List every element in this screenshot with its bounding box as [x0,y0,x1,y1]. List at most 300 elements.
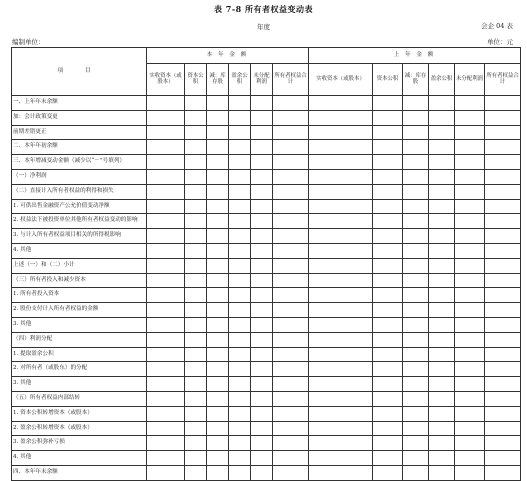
prior-year-cell [429,362,455,377]
prior-year-cell [455,140,485,155]
prior-year-cell [429,436,455,451]
current-year-cell [207,288,229,303]
prior-year-cell [373,258,403,273]
table-row [12,96,521,111]
prior-year-cell [373,140,403,155]
prior-year-cell [429,169,455,184]
table-row [12,184,521,199]
prior-year-cell [403,140,429,155]
prior-year-cell [429,199,455,214]
current-year-cell [147,214,185,229]
current-year-cell [207,169,229,184]
row-label: 四、本年年末余额 [12,465,147,480]
current-year-cell [229,303,251,318]
current-year-cell [185,391,207,406]
prior-year-cell [373,229,403,244]
prior-year-cell [373,451,403,466]
current-year-cell [147,243,185,258]
prior-year-cell [309,125,373,140]
row-label: （三）所有者投入和减少资本 [12,273,147,288]
prior-year-cell [455,184,485,199]
prior-year-cell [373,214,403,229]
current-year-cell [229,406,251,421]
prior-year-cell [403,465,429,480]
current-year-cell [251,155,273,170]
prior-year-cell [429,391,455,406]
prior-year-cell [455,110,485,125]
prior-year-cell [485,391,521,406]
prior-year-cell [429,184,455,199]
current-year-cell [251,347,273,362]
current-year-cell [147,436,185,451]
prior-year-cell [485,288,521,303]
row-label: 1. 资本公积转增资本（或股本） [12,406,147,421]
current-year-cell [147,125,185,140]
prior-year-cell [485,377,521,392]
prior-year-cell [373,303,403,318]
prior-col-header: 减：库存股 [403,64,429,96]
item-column-header: 项 目 [12,48,147,96]
prior-year-cell [309,391,373,406]
prior-year-cell [373,347,403,362]
current-year-cell [147,140,185,155]
prior-year-cell [429,451,455,466]
current-year-cell [273,273,309,288]
current-year-cell [185,125,207,140]
current-year-cell [251,288,273,303]
current-year-cell [229,362,251,377]
row-label: 3. 与计入所有者权益项目相关的所得税影响 [12,229,147,244]
row-label: （二）直接计入所有者权益的利得和损失 [12,184,147,199]
table-row [12,110,521,125]
prior-year-cell [429,125,455,140]
row-label: 2. 权益法下被投资单位其他所有者权益变动的影响 [12,214,147,229]
current-col-header: 未分配利润 [251,64,273,96]
current-year-cell [273,465,309,480]
prior-year-cell [455,362,485,377]
prior-year-cell [485,184,521,199]
row-label: 2. 对所有者（或股东）的分配 [12,362,147,377]
current-year-cell [273,258,309,273]
current-year-cell [207,391,229,406]
prior-year-cell [309,214,373,229]
prior-year-cell [485,436,521,451]
current-year-cell [207,377,229,392]
prior-year-cell [455,199,485,214]
table-row [12,125,521,140]
row-label: 1. 所有者投入资本 [12,288,147,303]
prior-year-cell [403,155,429,170]
prior-year-cell [485,110,521,125]
current-year-cell [251,377,273,392]
current-year-cell [207,406,229,421]
current-year-cell [185,421,207,436]
current-year-cell [185,451,207,466]
current-year-cell [229,332,251,347]
prior-year-cell [309,288,373,303]
prior-year-cell [485,243,521,258]
current-year-cell [251,451,273,466]
prior-year-cell [485,169,521,184]
current-year-cell [207,214,229,229]
prior-year-cell [403,421,429,436]
current-year-cell [147,110,185,125]
current-year-cell [147,451,185,466]
prior-year-cell [403,317,429,332]
prior-col-header: 未分配利润 [455,64,485,96]
current-year-cell [273,229,309,244]
prior-year-cell [429,288,455,303]
current-year-cell [273,377,309,392]
prior-year-cell [309,303,373,318]
prior-year-cell [429,421,455,436]
current-year-group-header: 本 年 金 额 [147,48,309,64]
current-year-cell [251,96,273,111]
current-year-cell [229,436,251,451]
current-year-cell [185,377,207,392]
prior-year-cell [403,288,429,303]
current-year-cell [251,362,273,377]
current-year-cell [229,110,251,125]
prior-year-cell [485,155,521,170]
prior-year-cell [403,258,429,273]
prior-year-cell [309,229,373,244]
current-year-cell [229,229,251,244]
prior-year-cell [429,96,455,111]
prior-year-cell [403,96,429,111]
prior-year-cell [403,184,429,199]
current-year-cell [229,169,251,184]
table-row [12,377,521,392]
prior-year-cell [485,140,521,155]
current-year-cell [207,229,229,244]
prior-year-cell [373,436,403,451]
current-year-cell [207,273,229,288]
table-row [12,303,521,318]
current-year-cell [207,347,229,362]
prior-year-cell [455,214,485,229]
current-year-cell [273,110,309,125]
current-year-cell [251,125,273,140]
prior-year-cell [309,155,373,170]
row-label: 1. 提取盈余公积 [12,347,147,362]
table-row [12,243,521,258]
current-year-cell [273,421,309,436]
current-year-cell [273,391,309,406]
row-label: 二、本年年初余额 [12,140,147,155]
prior-year-cell [455,436,485,451]
prior-year-cell [403,303,429,318]
prior-year-cell [485,332,521,347]
current-year-cell [251,110,273,125]
current-year-cell [273,140,309,155]
row-label: 加：会计政策变更 [12,110,147,125]
prior-year-cell [309,451,373,466]
prior-year-cell [309,140,373,155]
current-year-cell [147,421,185,436]
form-code: 会企 04 表 [481,22,513,30]
current-year-cell [229,140,251,155]
row-label: 3. 其他 [12,317,147,332]
row-label: 2. 盈余公积转增资本（或股本） [12,421,147,436]
prior-year-cell [429,110,455,125]
current-year-cell [273,362,309,377]
table-row [12,465,521,480]
current-year-cell [207,451,229,466]
current-year-cell [185,214,207,229]
current-year-cell [185,169,207,184]
prior-year-cell [485,303,521,318]
table-row [12,169,521,184]
prior-year-cell [455,421,485,436]
current-year-cell [185,243,207,258]
current-year-cell [251,391,273,406]
prior-year-cell [429,465,455,480]
prior-year-cell [429,214,455,229]
prior-year-cell [429,332,455,347]
prior-year-cell [429,140,455,155]
current-year-cell [147,347,185,362]
row-label: 上述（一）和（二）小计 [12,258,147,273]
table-row [12,391,521,406]
prior-year-cell [309,406,373,421]
prior-year-cell [485,229,521,244]
current-year-cell [147,288,185,303]
prior-year-cell [485,465,521,480]
prior-year-cell [455,243,485,258]
current-year-cell [273,288,309,303]
current-year-cell [273,347,309,362]
current-year-cell [229,125,251,140]
prior-year-cell [403,110,429,125]
current-year-cell [185,110,207,125]
prior-year-cell [373,421,403,436]
current-year-cell [229,96,251,111]
row-label: 4. 其他 [12,243,147,258]
prior-year-cell [429,317,455,332]
prior-year-cell [455,347,485,362]
prior-year-cell [373,391,403,406]
current-year-cell [185,288,207,303]
table-row [12,362,521,377]
prior-year-cell [485,317,521,332]
current-year-cell [185,155,207,170]
current-col-header: 实收资本（或股本） [147,64,185,96]
current-year-cell [185,273,207,288]
table-row [12,214,521,229]
prior-year-cell [373,155,403,170]
prior-year-cell [455,317,485,332]
prior-year-cell [429,347,455,362]
current-year-cell [229,273,251,288]
prior-year-cell [373,377,403,392]
table-row [12,332,521,347]
prior-year-cell [429,243,455,258]
current-year-cell [185,199,207,214]
prior-year-cell [429,377,455,392]
current-year-cell [207,125,229,140]
current-year-cell [207,362,229,377]
current-year-cell [147,406,185,421]
org-label: 编制单位： [12,38,45,46]
prior-year-cell [373,243,403,258]
current-year-cell [185,406,207,421]
prior-year-cell [455,465,485,480]
prior-year-cell [403,362,429,377]
current-year-cell [207,140,229,155]
prior-year-cell [485,347,521,362]
current-year-cell [273,332,309,347]
current-year-cell [147,303,185,318]
row-label: 前期差错更正 [12,125,147,140]
prior-year-cell [373,465,403,480]
prior-year-cell [403,273,429,288]
prior-year-cell [403,332,429,347]
current-year-cell [147,317,185,332]
table-row [12,155,521,170]
current-year-cell [229,258,251,273]
prior-col-header: 实收资本（或股本） [309,64,373,96]
current-year-cell [251,436,273,451]
prior-year-cell [309,332,373,347]
table-row [12,347,521,362]
prior-year-cell [373,317,403,332]
prior-year-cell [403,169,429,184]
prior-year-cell [485,406,521,421]
prior-col-header: 所有者权益合计 [485,64,521,96]
current-year-cell [229,347,251,362]
current-year-cell [147,377,185,392]
prior-year-cell [455,451,485,466]
prior-year-cell [309,96,373,111]
prior-year-cell [309,465,373,480]
prior-year-cell [373,288,403,303]
prior-year-cell [455,258,485,273]
current-year-cell [251,273,273,288]
row-label: 3. 其他 [12,377,147,392]
prior-year-cell [309,436,373,451]
current-year-cell [229,377,251,392]
row-label: （五）所有者权益内部结转 [12,391,147,406]
table-row [12,140,521,155]
table-row [12,258,521,273]
current-year-cell [207,184,229,199]
current-year-cell [147,258,185,273]
current-year-cell [185,347,207,362]
current-year-cell [273,451,309,466]
prior-year-cell [403,243,429,258]
current-year-cell [251,421,273,436]
table-row [12,406,521,421]
prior-year-cell [403,125,429,140]
prior-year-cell [485,362,521,377]
current-year-cell [147,332,185,347]
row-label: 3. 盈余公积弥补亏损 [12,436,147,451]
current-year-cell [147,229,185,244]
current-year-cell [273,243,309,258]
current-year-cell [207,155,229,170]
current-year-cell [185,317,207,332]
table-row [12,421,521,436]
prior-year-cell [403,406,429,421]
table-row [12,436,521,451]
current-col-header: 盈余公积 [229,64,251,96]
current-year-cell [251,317,273,332]
prior-year-cell [403,436,429,451]
year-label: 年度 [257,23,270,31]
current-year-cell [147,362,185,377]
prior-year-cell [455,377,485,392]
current-year-cell [251,303,273,318]
prior-year-cell [309,258,373,273]
table-row [12,451,521,466]
table-row [12,288,521,303]
prior-year-cell [485,273,521,288]
current-year-cell [185,436,207,451]
current-year-cell [273,125,309,140]
prior-year-cell [373,169,403,184]
prior-col-header: 盈余公积 [429,64,455,96]
current-year-cell [251,140,273,155]
current-year-cell [147,199,185,214]
current-year-cell [147,391,185,406]
current-year-cell [207,110,229,125]
prior-year-cell [403,229,429,244]
prior-year-cell [455,288,485,303]
table-row [12,317,521,332]
prior-year-cell [485,96,521,111]
current-year-cell [185,258,207,273]
current-year-cell [273,303,309,318]
current-year-cell [229,465,251,480]
prior-year-cell [309,184,373,199]
prior-year-cell [373,184,403,199]
row-label: 一、上年年末余额 [12,96,147,111]
current-year-cell [185,140,207,155]
row-label: 1. 可供出售金融资产公允价值变动净额 [12,199,147,214]
current-year-cell [229,155,251,170]
current-year-cell [147,96,185,111]
prior-year-cell [485,214,521,229]
prior-year-cell [485,421,521,436]
current-year-cell [185,362,207,377]
table-row [12,199,521,214]
prior-year-cell [373,125,403,140]
prior-year-cell [403,199,429,214]
current-year-cell [251,184,273,199]
current-year-cell [207,96,229,111]
current-year-cell [185,465,207,480]
prior-year-cell [429,258,455,273]
current-year-cell [251,169,273,184]
table-row [12,229,521,244]
prior-year-cell [373,406,403,421]
prior-year-cell [485,199,521,214]
prior-year-cell [455,169,485,184]
current-year-cell [207,199,229,214]
current-year-cell [229,214,251,229]
current-year-cell [207,243,229,258]
current-year-cell [185,229,207,244]
prior-year-cell [309,169,373,184]
prior-year-cell [455,406,485,421]
current-year-cell [207,258,229,273]
prior-year-cell [373,362,403,377]
current-year-cell [251,465,273,480]
current-year-cell [147,169,185,184]
current-year-cell [229,184,251,199]
prior-year-cell [373,332,403,347]
